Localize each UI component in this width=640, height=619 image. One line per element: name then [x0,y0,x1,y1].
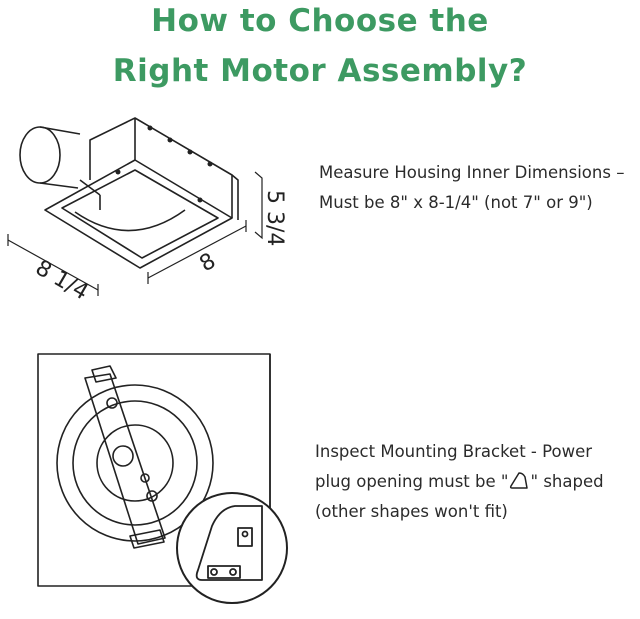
title-line-1: How to Choose the [151,3,489,39]
dimension-height: 5 3/4 [262,190,287,247]
housing-note-line-2: Must be 8" x 8-1/4" (not 7" or 9") [319,193,593,212]
title-line-2: Right Motor Assembly? [112,53,528,89]
bracket-note-line-2-start: plug opening must be " [315,472,509,491]
motor-hub [113,446,133,466]
plug-shape-icon [508,470,530,492]
bracket-note-line-2 [315,467,635,497]
dimension-depth: 8 1/4 [31,255,93,306]
motor-assembly-drawing [30,348,290,610]
dimension-width: 8 [195,248,221,278]
plug-opening-callout [177,493,287,603]
bracket-note-line-3: (other shapes won't fit) [315,502,508,521]
fan-wheel-inner [73,401,197,525]
housing-note-line-1: Measure Housing Inner Dimensions – [319,163,625,182]
housing-note [319,158,639,218]
housing-drawing [0,100,300,310]
duct-collar [20,127,60,183]
bracket-note [315,437,635,527]
page-title [0,0,640,96]
bracket-note-line-1: Inspect Mounting Bracket - Power [315,442,593,461]
bracket-note-line-2-end: " shaped [530,472,604,491]
